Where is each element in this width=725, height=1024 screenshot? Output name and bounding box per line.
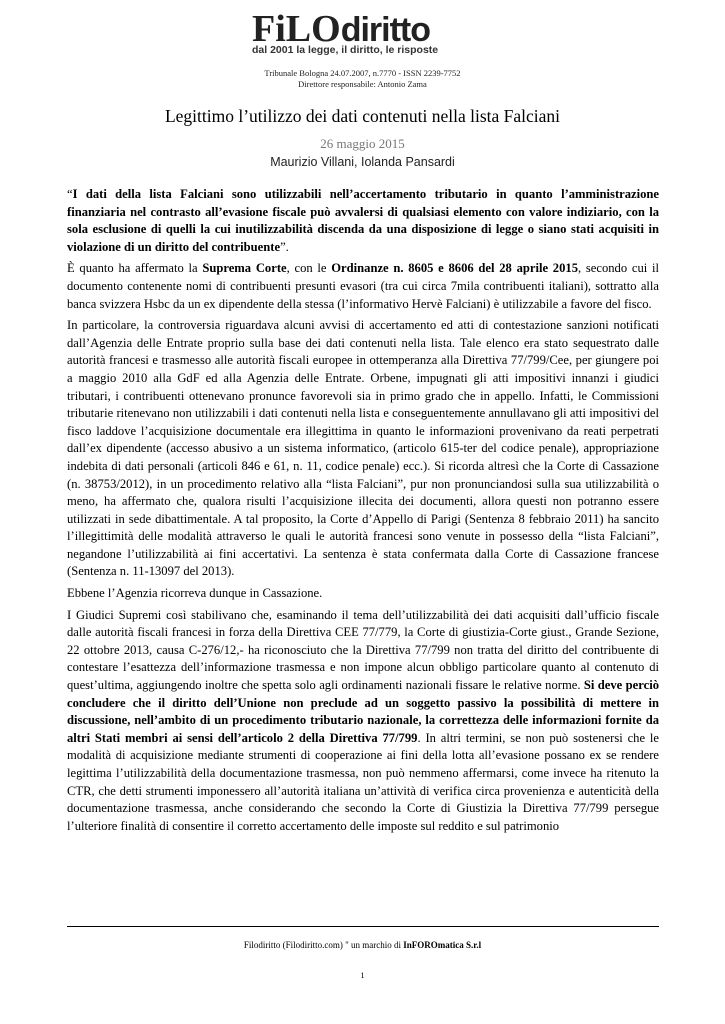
text-span: . In altri termini, se non può sostenersi che le modalità di acquisizione mediante strumenti di cooperazione ai fini della lotta all’evasione possano ex se rendere legittima l’utilizzabilità della documentazione trasmessa, non può nemmeno affermarsi, come invece ha ritenuto la CTR, che detti strumenti imponessero all’autorità italiana un’attività di verifica circa provenienza e autenticità della documentazione trasmessa, anche considerando che secondo la Corte di Giustizia la Direttiva 77/799 persegue l’ulteriore finalità di consentire il corretto accertamento delle imposte sul reddito e sul patrimonio: [67, 730, 659, 833]
masthead: [252, 8, 482, 56]
logo-fi: FiLO: [252, 8, 341, 50]
page-number: 1: [360, 970, 365, 980]
paragraph-quote: [67, 186, 659, 256]
footer-brand: InFOROmatica S.r.l: [403, 940, 482, 950]
registration-info: Tribunale Bologna 24.07.2007, n.7770 - ISSN 2239-7752: [264, 68, 461, 78]
quote-close: ”.: [280, 239, 289, 254]
text-span: È quanto ha affermato la: [67, 261, 203, 276]
text-span: , secondo cui il documento contenente nomi di contribuenti presunti evasori (tra cui circa 7mila contribuenti italiani), sottratto alla banca svizzera Hsbc da un ex dipendente della stessa (l’informativo Hervè Falciani) è utilizzabile a favore del fisco.: [67, 261, 660, 311]
quote-text: I dati della lista Falciani sono utilizzabili nell’accertamento tributario in quanto l’amministrazione finanziaria nel contrasto all’evasione fiscale può avvalersi di qualsiasi elemento con valore indiziario, con la sola esclusione di quelli la cui inutilizzabilità discenda da una disposizione di legge o siano stati acquisiti in violazione di un diritto del contribuente: [67, 187, 659, 254]
bold-ordinanze: Ordinanze n. 8605 e 8606 del 28 aprile 2015: [331, 261, 578, 276]
paragraph-cassazione: Ebbene l’Agenzia ricorreva dunque in Cassazione.: [67, 586, 323, 601]
article-title: Legittimo l’utilizzo dei dati contenuti nella lista Falciani: [164, 106, 561, 126]
page-footer: [0, 940, 725, 950]
footer-text: Filodiritto (Filodiritto.com) " un marchio di: [243, 940, 404, 950]
footer-divider: [67, 926, 659, 927]
paragraph-ordinanze: [67, 260, 659, 313]
text-span: , con le: [286, 261, 332, 276]
article-body: [67, 186, 659, 839]
director-info: Direttore responsabile: Antonio Zama: [298, 79, 427, 89]
quote-open: “: [67, 187, 73, 201]
article-authors: Maurizio Villani, Iolanda Pansardi: [270, 155, 455, 169]
bold-suprema-corte: Suprema Corte: [202, 261, 287, 276]
paragraph-controversia: In particolare, la controversia riguardava alcuni avvisi di accertamento ed atti di contestazione sanzioni notificati dall’Agenzia delle Entrate proprio sulla base dei dati contenuti nella lista. Tale elenco era stato sequestrato dalle autorità francesi e trasmesso alle autorità fiscali europee in ottemperanza alla Direttiva 77/799/Cee, per giungere poi a maggio 2010 alla GdF ed alla Agenzia delle Entrate. Orbene, impugnati gli atti impositivi innanzi i giudici tributari, i contribuenti ottenevano pronunce favorevoli sia in primo grado che in appello. Infatti, le Commissioni tributarie ritenevano non utilizzabili i dati contenuti nella lista e conseguentemente annullavano gli atti impositivi del fisco laddove l’acquisizione documentale era illegittima in quanto le informazioni provenivano da reati perpetrati dall’ex dipendente (accesso abusivo a un sistema informatico, (articolo 615-ter del codice penale), appropriazione indebita di dati personali (articoli 846 e 61, n. 11, codice penale) ecc.). Si ricorda altresì che la Corte di Cassazione (n. 38753/2012), in un procedimento relativo alla “lista Falciani”, pur non pronunciandosi sulla sua utilizzabilità o meno, ha affermato che, qualora risulti l’acquisizione illecita dei documenti, allora questi non potranno essere utilizzati in sede dibattimentale. A tal proposito, la Corte d’Appello di Parigi (Sentenza 8 febbraio 2011) ha sancito l’illegittimità delle modalità attraverso le quali le autorità francesi sono venute in possesso della “lista Falciani”, negandone l’utilizzabilità ai fini accertativi. La sentenza è stata confermata dalla Corte di Cassazione francese (Sentenza n. 11-13097 del 2013).: [67, 318, 659, 579]
text-span: I Giudici Supremi così stabilivano che, esaminando il tema dell’utilizzabilità dei dati acquisiti dall’ufficio fiscale dalle autorità fiscali francesi in forza della Direttiva CEE 77/779, la Corte di giustizia-Corte giust., Grande Sezione, 22 ottobre 2013, causa C-276/12,- ha riconosciuto che la Direttiva 77/799 non tratta del diritto del contribuente di contestare l’esattezza dell’informazione trasmessa e non impone alcun obbligo particolare quanto al contenuto di quest’ultima, aggiungendo inoltre che spetta solo agli ordinamenti nazionali fissare le relative norme.: [67, 607, 659, 693]
logo-diritto: diritto: [340, 11, 430, 49]
bold-conclusione: Si deve perciò concludere che il diritto dell’Unione non preclude ad un soggetto passivo la possibilità di mettere in discussione, nell’ambito di un procedimento tributario nazionale, la correttezza delle informazioni fornite da altri Stati membri ai sensi dell’articolo 2 della Direttiva 77/799: [67, 678, 659, 745]
tagline: dal 2001 la legge, il diritto, le risposte: [252, 44, 439, 56]
article-date: 26 maggio 2015: [320, 136, 405, 151]
paragraph-giudici-supremi: [67, 607, 659, 836]
